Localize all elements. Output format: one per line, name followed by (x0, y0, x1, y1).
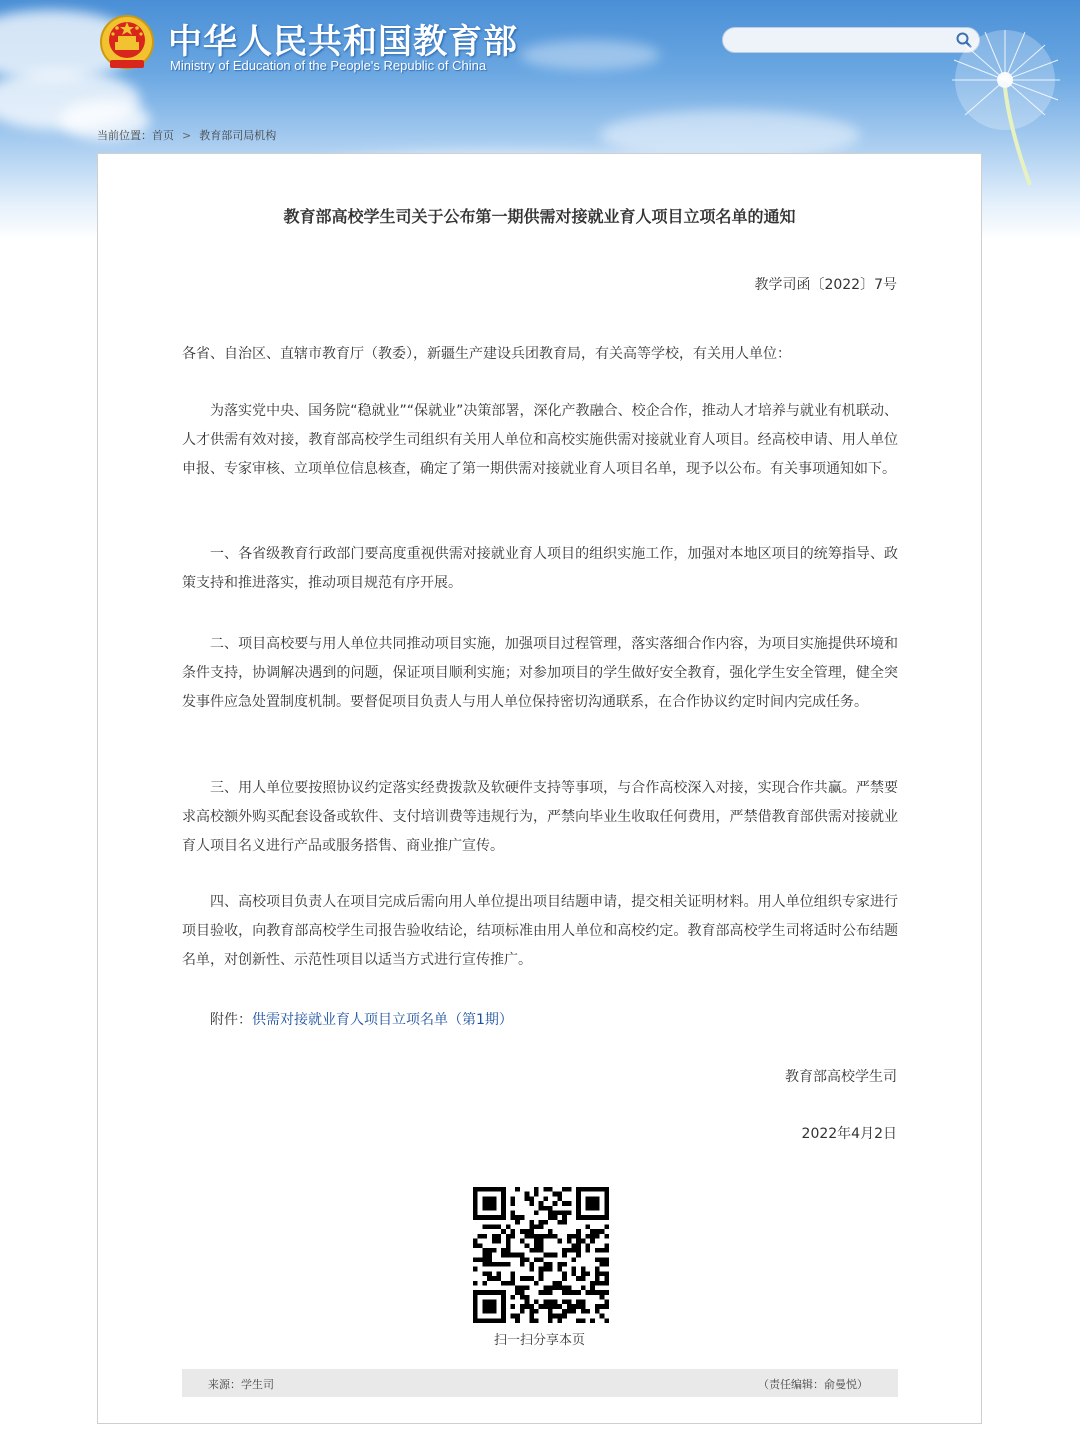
paragraph-item-3: 三、用人单位要按照协议约定落实经费拨款及软硬件支持等事项，与合作高校深入对接，实现合作共赢。严禁要求高校额外购买配套设备或软件、支付培训费等违规行为，严禁向毕业生收取任何费用，严禁借教育部供需对接就业育人项目名义进行产品或服务搭售、商业推广宣传。 (182, 780, 898, 854)
paragraph-item-1: 一、各省级教育行政部门要高度重视供需对接就业育人项目的组织实施工作，加强对本地区项目的统筹指导、政策支持和推进落实，推动项目规范有序开展。 (182, 546, 898, 591)
publish-date: 2022年4月2日 (801, 1126, 897, 1142)
site-subtitle-english: Ministry of Education of the People's Republic of China (170, 58, 487, 73)
breadcrumb-prefix: 当前位置： (97, 129, 152, 142)
attachment-label: 附件： (210, 1012, 252, 1028)
national-emblem-icon (98, 14, 156, 74)
document-number: 教学司函〔2022〕7号 (754, 277, 897, 293)
breadcrumb-home-link[interactable]: 首页 (152, 129, 174, 142)
salutation: 各省、自治区、直辖市教育厅（教委），新疆生产建设兵团教育局，有关高等学校，有关用人单位： (182, 346, 791, 362)
breadcrumb-current-link[interactable]: 教育部司局机构 (199, 129, 277, 142)
article-footer (182, 1369, 898, 1397)
article-container (97, 153, 982, 1424)
breadcrumb-separator: > (182, 129, 192, 142)
source: 来源：学生司 (208, 1378, 274, 1391)
search-input[interactable] (735, 31, 949, 51)
signer: 教育部高校学生司 (785, 1069, 897, 1085)
editor: （责任编辑：俞曼悦） (758, 1378, 868, 1391)
article-title: 教育部高校学生司关于公布第一期供需对接就业育人项目立项名单的通知 (283, 207, 796, 226)
paragraph-item-2: 二、项目高校要与用人单位共同推动项目实施，加强项目过程管理，落实落细合作内容，为项目实施提供环境和条件支持，协调解决遇到的问题，保证项目顺利实施；对参加项目的学生做好安全教育，强化学生安全管理，健全突发事件应急处置制度机制。要督促项目负责人与用人单位保持密切沟通联系，在合作协议约定时间内完成任务。 (182, 636, 898, 710)
attachment-link[interactable]: 供需对接就业育人项目立项名单（第1期） (252, 1012, 513, 1028)
qr-caption: 扫一扫分享本页 (493, 1333, 585, 1348)
paragraph-item-4: 四、高校项目负责人在项目完成后需向用人单位提出项目结题申请，提交相关证明材料。用人单位组织专家进行项目验收，向教育部高校学生司报告验收结论，结项标准由用人单位和高校约定。教育部高校学生司将适时公布结题名单，对创新性、示范性项目以适当方式进行宣传推广。 (182, 894, 898, 968)
qr-code-icon (473, 1187, 609, 1323)
breadcrumb (97, 127, 276, 143)
paragraph-intro: 为落实党中央、国务院“稳就业”“保就业”决策部署，深化产教融合、校企合作，推动人才培养与就业有机联动、人才供需有效对接，教育部高校学生司组织有关用人单位和高校实施供需对接就业育人项目。经高校申请、用人单位申报、专家审核、立项单位信息核查，确定了第一期供需对接就业育人项目名单，现予以公布。有关事项通知如下。 (182, 403, 898, 477)
site-title[interactable]: 中华人民共和国教育部 (168, 22, 518, 62)
attachment (210, 1009, 513, 1029)
